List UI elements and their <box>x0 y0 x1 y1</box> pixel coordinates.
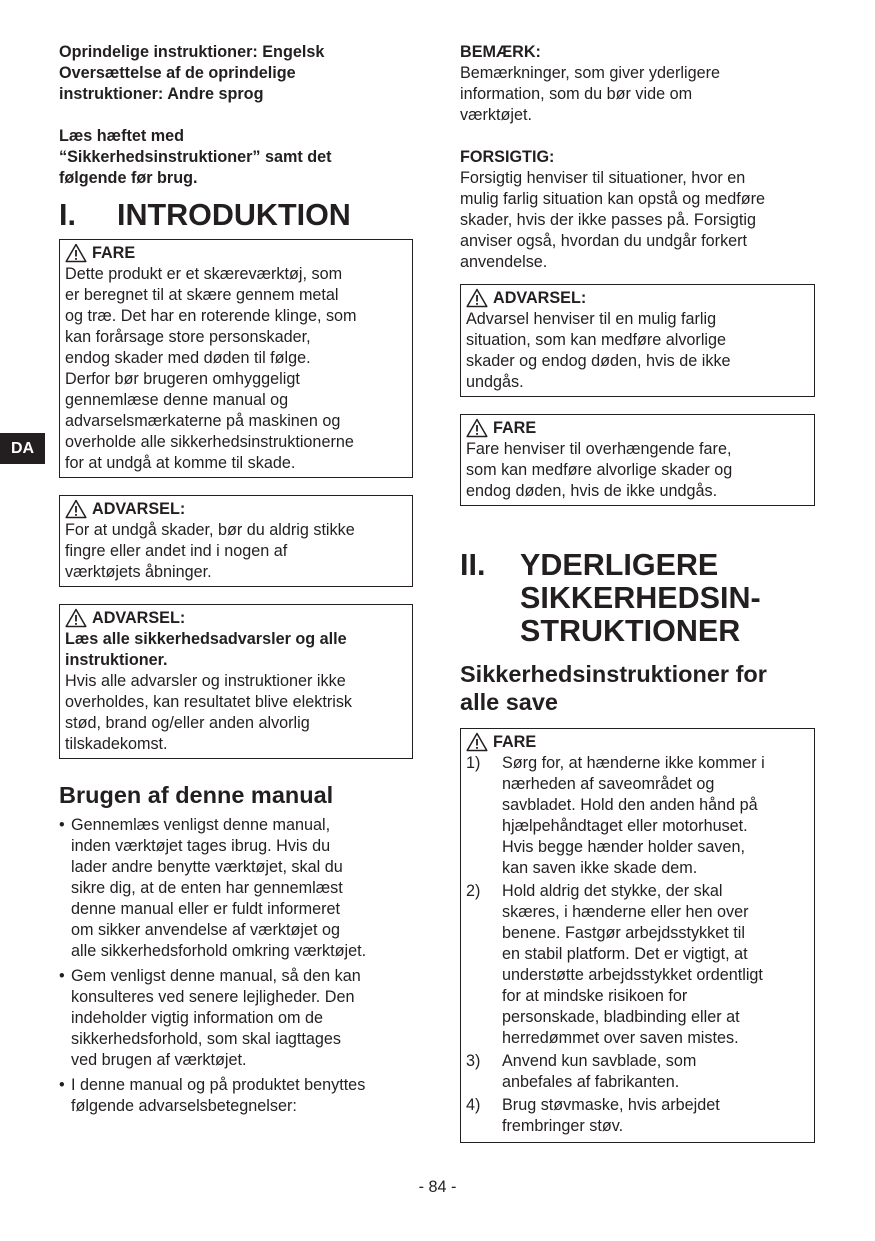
text-line: mulig farlig situation kan opstå og medføre <box>460 190 766 208</box>
read-booklet-note <box>59 126 413 189</box>
text-line: følgende advarselsbetegnelser: <box>71 1097 297 1115</box>
text-line: og træ. Det har en roterende klinge, som <box>65 307 357 325</box>
original-instructions-note <box>59 42 413 105</box>
warning-triangle-icon <box>466 418 488 438</box>
title-line: SIKKERHEDSIN- <box>520 581 761 615</box>
box-body <box>65 520 407 583</box>
text-line: herredømmet over saven mistes. <box>502 1029 739 1047</box>
text-line: kan saven ikke skade dem. <box>502 859 698 877</box>
text-line: information, som du bør vide om <box>460 85 693 103</box>
box-body <box>65 264 407 474</box>
text-line: situation, som kan medføre alvorlige <box>466 331 727 349</box>
text-line: anbefales af fabrikanten. <box>502 1073 680 1091</box>
list-item <box>466 1051 809 1093</box>
text-line: endog døden, hvis de ikke undgås. <box>466 482 718 500</box>
box-header <box>65 242 407 264</box>
warning-triangle-icon <box>65 499 87 519</box>
text-line: værktøjets åbninger. <box>65 563 212 581</box>
text-line: skæres, i hænderne eller hen over <box>502 903 749 921</box>
section-number: II. <box>460 548 486 582</box>
list-item <box>466 881 809 1049</box>
text-line: skader, hvis der ikke passes på. Forsigtig <box>460 211 757 229</box>
text-line: Oversættelse af de oprindelige <box>59 64 296 82</box>
text-line: om sikker anvendelse af værktøjet og <box>71 921 341 939</box>
text-line: indeholder vigtig information om de <box>71 1009 323 1027</box>
list-item <box>466 753 809 879</box>
section-heading-safety <box>460 549 815 648</box>
text-line: lader andre benytte værktøjet, skal du <box>71 858 343 876</box>
title-line: alle save <box>460 689 559 715</box>
text-line: som kan medføre alvorlige skader og <box>466 461 733 479</box>
text-line: Læs hæftet med <box>59 127 185 145</box>
note-definition <box>460 42 815 126</box>
text-line: hjælpehåndtaget eller motorhuset. <box>502 817 748 835</box>
section-title: INTRODUKTION <box>117 198 351 232</box>
box-label: FARE <box>92 244 136 262</box>
item-number: 1) <box>466 754 481 772</box>
box-header <box>65 498 407 520</box>
text-line: Anvend kun savblade, som <box>502 1052 697 1070</box>
text-line: inden værktøjet tages ibrug. Hvis du <box>71 837 331 855</box>
text-line: For at undgå skader, bør du aldrig stikke <box>65 521 355 539</box>
all-saws-subheading <box>460 660 815 716</box>
text-line: anviser også, hvordan du undgår forkert <box>460 232 748 250</box>
list-item <box>466 1095 809 1137</box>
page-number: - 84 - <box>418 1178 457 1196</box>
box-label: FARE <box>493 733 537 751</box>
caution-definition <box>460 147 815 273</box>
text-line: anvendelse. <box>460 253 548 271</box>
text-line: denne manual eller er fuldt informeret <box>71 900 341 918</box>
box-header <box>466 731 809 753</box>
text-line: Oprindelige instruktioner: Engelsk <box>59 43 325 61</box>
text-line: alle sikkerhedsforhold omkring værktøjet. <box>71 942 367 960</box>
text-line: kan forårsage store personskader, <box>65 328 311 346</box>
title-line: STRUKTIONER <box>520 614 741 648</box>
caution-label: FORSIGTIG: <box>460 148 555 166</box>
text-line: instruktioner. <box>65 651 168 669</box>
box-header <box>466 417 809 439</box>
text-line: overholdes, kan resultatet blive elektrisk <box>65 693 353 711</box>
warning-triangle-icon <box>466 732 488 752</box>
title-line: YDERLIGERE <box>520 548 719 582</box>
text-line: for at undgå at komme til skade. <box>65 454 296 472</box>
text-line: undgås. <box>466 373 524 391</box>
danger-definition-box <box>460 414 815 506</box>
item-number: 2) <box>466 882 481 900</box>
text-line: Brug støvmaske, hvis arbejdet <box>502 1096 720 1114</box>
text-line: “Sikkerhedsinstruktioner” samt det <box>59 148 332 166</box>
text-line: sikre dig, at de enten har gennemlæst <box>71 879 343 897</box>
text-line: benene. Fastgør arbejdsstykket til <box>502 924 745 942</box>
text-line: Hvis alle advarsler og instruktioner ikke <box>65 672 346 690</box>
text-line: advarselsmærkaterne på maskinen og <box>65 412 341 430</box>
text-line: overholde alle sikkerhedsinstruktionerne <box>65 433 354 451</box>
list-item <box>59 966 413 1071</box>
danger-instructions-box <box>460 728 815 1143</box>
text-line: for at mindske risikoen for <box>502 987 688 1005</box>
box-body <box>65 629 407 755</box>
section-title <box>520 549 815 648</box>
section-heading-introduction <box>59 199 413 232</box>
text-line: følgende før brug. <box>59 169 198 187</box>
text-line: Dette produkt er et skæreværktøj, som <box>65 265 343 283</box>
text-line: endog skader med døden til følge. <box>65 349 311 367</box>
text-line: ved brugen af værktøjet. <box>71 1051 247 1069</box>
box-label: ADVARSEL: <box>493 289 587 307</box>
box-body <box>466 439 809 502</box>
list-item <box>59 1075 413 1117</box>
warning-definition-box <box>460 284 815 397</box>
text-line: gennemlæse denne manual og <box>65 391 289 409</box>
warning-box <box>59 495 413 587</box>
text-line: savbladet. Hold den anden hånd på <box>502 796 758 814</box>
text-line: Fare henviser til overhængende fare, <box>466 440 732 458</box>
section-number: I. <box>59 198 76 232</box>
title-line: Sikkerhedsinstruktioner for <box>460 661 767 687</box>
text-line: er beregnet til at skære gennem metal <box>65 286 339 304</box>
warning-triangle-icon <box>65 243 87 263</box>
box-label: FARE <box>493 419 537 437</box>
text-line: skader og endog døden, hvis de ikke <box>466 352 731 370</box>
text-line: konsulteres ved senere lejligheder. Den <box>71 988 355 1006</box>
warning-box <box>59 604 413 759</box>
text-line: tilskadekomst. <box>65 735 168 753</box>
text-line: sikkerhedsforhold, som skal iagttages <box>71 1030 341 1048</box>
text-line: Bemærkninger, som giver yderligere <box>460 64 721 82</box>
text-line: personskade, bladbinding eller at <box>502 1008 740 1026</box>
left-column <box>59 42 413 1121</box>
item-number: 3) <box>466 1052 481 1070</box>
text-line: en stabil platform. Det er vigtigt, at <box>502 945 748 963</box>
note-label: BEMÆRK: <box>460 43 541 61</box>
text-line: nærheden af saveområdet og <box>502 775 715 793</box>
text-line: • Gem venligst denne manual, så den kan <box>71 967 361 985</box>
text-line: Hvis begge hænder holder saven, <box>502 838 745 856</box>
text-line: • I denne manual og på produktet benyttes <box>71 1076 366 1094</box>
warning-triangle-icon <box>466 288 488 308</box>
text-line: værktøjet. <box>460 106 532 124</box>
box-label: ADVARSEL: <box>92 609 186 627</box>
box-header <box>65 607 407 629</box>
text-line: Læs alle sikkerhedsadvarsler og alle <box>65 630 347 648</box>
item-number: 4) <box>466 1096 481 1114</box>
text-line: Sørg for, at hænderne ikke kommer i <box>502 754 765 772</box>
manual-usage-heading: Brugen af denne manual <box>59 782 334 808</box>
text-line: understøtte arbejdsstykket ordentligt <box>502 966 763 984</box>
text-line: Derfor bør brugeren omhyggeligt <box>65 370 300 388</box>
manual-usage-list <box>59 815 413 1117</box>
text-line: frembringer støv. <box>502 1117 624 1135</box>
warning-triangle-icon <box>65 608 87 628</box>
box-body <box>466 309 809 393</box>
text-line: • Gennemlæs venligst denne manual, <box>71 816 331 834</box>
text-line: Hold aldrig det stykke, der skal <box>502 882 723 900</box>
language-tab: DA <box>0 433 45 464</box>
list-item <box>59 815 413 962</box>
box-header <box>466 287 809 309</box>
safety-instruction-list <box>466 753 809 1137</box>
text-line: instruktioner: Andre sprog <box>59 85 264 103</box>
danger-box <box>59 239 413 478</box>
box-label: ADVARSEL: <box>92 500 186 518</box>
text-line: fingre eller andet ind i nogen af <box>65 542 288 560</box>
text-line: Advarsel henviser til en mulig farlig <box>466 310 717 328</box>
text-line: stød, brand og/eller anden alvorlig <box>65 714 310 732</box>
text-line: Forsigtig henviser til situationer, hvor en <box>460 169 746 187</box>
right-column <box>460 42 815 1143</box>
